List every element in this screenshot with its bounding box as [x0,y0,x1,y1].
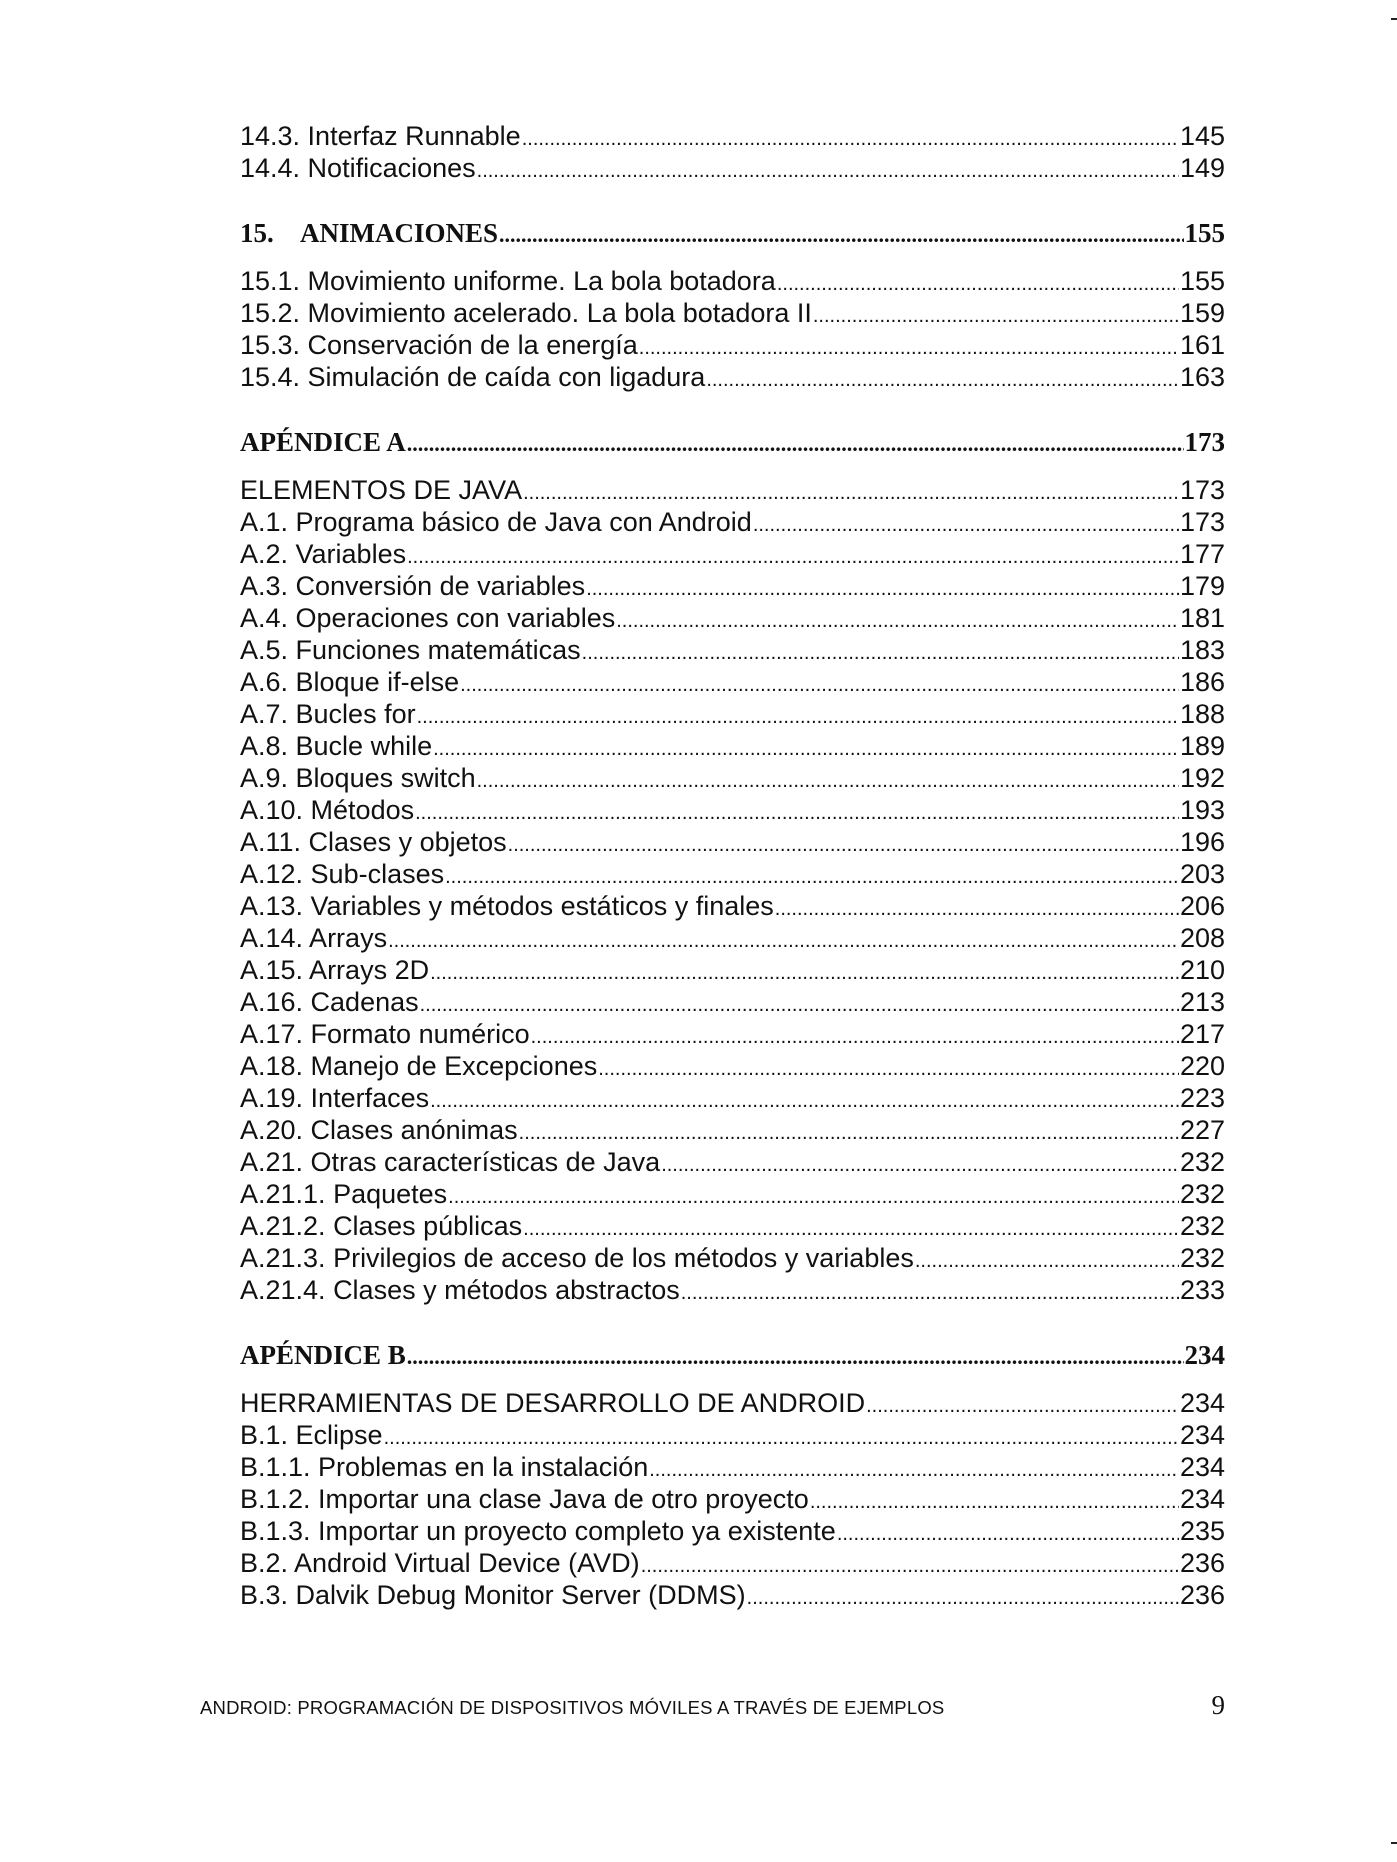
toc-leader-dots [706,361,1179,393]
toc-leader-dots [523,1210,1179,1242]
toc-page-number: 149 [1179,153,1225,183]
toc-page-number: 210 [1179,955,1225,985]
toc-chapter-label [240,217,498,249]
toc-entry[interactable] [240,329,1225,361]
toc-page-number: 179 [1179,571,1225,601]
toc-entry-label: B.3. Dalvik Debug Monitor Server (DDMS) [240,1580,746,1610]
toc-chapter-label [240,1339,406,1371]
toc-page-number: 234 [1179,1388,1225,1418]
toc-entry-label: A.11. Clases y objetos [240,827,507,857]
toc-page-number: 227 [1179,1115,1225,1145]
toc-chapter-entry[interactable] [240,217,1225,249]
toc-page-number: 183 [1179,635,1225,665]
toc-entry-label: A.21.4. Clases y métodos abstractos [240,1275,680,1305]
toc-entry-label: A.21.3. Privilegios de acceso de los métodos y variables [240,1243,914,1273]
toc-entry[interactable] [240,1018,1225,1050]
toc-entry-label: 15.3. Conservación de la energía [240,330,638,360]
toc-entry[interactable] [240,794,1225,826]
toc-leader-dots [531,1018,1179,1050]
toc-entry-label: A.10. Métodos [240,795,415,825]
toc-page-number: 232 [1179,1179,1225,1209]
toc-leader-dots [837,1515,1179,1547]
toc-leader-dots [417,698,1179,730]
table-of-contents [240,120,1225,1611]
toc-leader-dots [522,120,1179,152]
toc-entry[interactable] [240,1082,1225,1114]
toc-leader-dots [430,1082,1179,1114]
toc-page-number: 173 [1179,475,1225,505]
toc-entry[interactable] [240,954,1225,986]
toc-leader-dots [915,1242,1179,1274]
toc-leader-dots [661,1146,1179,1178]
toc-page-number: 213 [1179,987,1225,1017]
toc-entry[interactable] [240,762,1225,794]
toc-page-number: 186 [1179,667,1225,697]
toc-entry-label: A.5. Funciones matemáticas [240,635,581,665]
toc-leader-dots [388,922,1179,954]
toc-leader-dots [448,1178,1179,1210]
toc-leader-dots [430,954,1179,986]
page-footer [200,1690,1225,1721]
toc-leader-dots [415,794,1179,826]
toc-page-number: 208 [1179,923,1225,953]
toc-page-number: 192 [1179,763,1225,793]
toc-leader-dots [460,666,1179,698]
toc-chapter-entry[interactable] [240,426,1225,458]
crop-mark-top [1391,18,1397,20]
toc-entry-label: A.8. Bucle while [240,731,433,761]
toc-entry-label: A.2. Variables [240,539,407,569]
toc-entry-label: A.12. Sub-clases [240,859,445,889]
toc-chapter-entry[interactable] [240,1339,1225,1371]
toc-entry-label: A.21.2. Clases públicas [240,1211,523,1241]
footer-page-number: 9 [1211,1690,1225,1720]
toc-entry[interactable] [240,698,1225,730]
toc-page-number: 203 [1179,859,1225,889]
toc-entry-label: A.19. Interfaces [240,1083,430,1113]
toc-entry[interactable] [240,152,1225,184]
toc-leader-dots [407,538,1179,570]
toc-page-number: 217 [1179,1019,1225,1049]
toc-entry[interactable] [240,265,1225,297]
toc-page-number: 163 [1179,362,1225,392]
toc-entry[interactable] [240,1579,1225,1611]
toc-entry-label: 14.4. Notificaciones [240,153,476,183]
toc-page-number: 189 [1179,731,1225,761]
toc-entry[interactable] [240,297,1225,329]
toc-page-number: 155 [1179,266,1225,296]
toc-leader-dots [616,602,1179,634]
toc-leader-dots [477,762,1179,794]
toc-page-number: 223 [1179,1083,1225,1113]
toc-leader-dots [775,890,1179,922]
toc-entry-label: A.9. Bloques switch [240,763,476,793]
toc-leader-dots [586,570,1179,602]
toc-entry[interactable] [240,1242,1225,1274]
toc-entry[interactable] [240,1547,1225,1579]
toc-chapter-label [240,426,406,458]
toc-entry-label: 15.2. Movimiento acelerado. La bola botadora II [240,298,812,328]
toc-entry[interactable] [240,361,1225,393]
toc-entry-label: A.20. Clases anónimas [240,1115,518,1145]
toc-entry-label: A.15. Arrays 2D [240,955,430,985]
toc-leader-dots [477,152,1179,184]
toc-entry-label: B.1. Eclipse [240,1420,383,1450]
toc-leader-dots [777,265,1179,297]
toc-entry[interactable] [240,1274,1225,1306]
toc-entry-label: A.21.1. Paquetes [240,1179,448,1209]
toc-chapter-title: APÉNDICE A [240,427,406,457]
toc-entry-label: ELEMENTOS DE JAVA [240,475,523,505]
toc-entry-label: A.21. Otras características de Java [240,1147,661,1177]
toc-page-number: 193 [1179,795,1225,825]
toc-entry-label: A.6. Bloque if-else [240,667,460,697]
toc-entry[interactable] [240,634,1225,666]
toc-page-number: 173 [1184,427,1225,457]
toc-page-number: 220 [1179,1051,1225,1081]
toc-entry[interactable] [240,1515,1225,1547]
toc-entry[interactable] [240,1050,1225,1082]
toc-page-number: 155 [1184,218,1225,248]
toc-leader-dots [598,1050,1179,1082]
toc-page-number: 234 [1179,1452,1225,1482]
toc-entry[interactable] [240,538,1225,570]
toc-entry-label: A.18. Manejo de Excepciones [240,1051,598,1081]
toc-leader-dots [582,634,1179,666]
toc-page-number: 232 [1179,1211,1225,1241]
toc-leader-dots [747,1579,1179,1611]
toc-leader-dots [681,1274,1179,1306]
toc-entry[interactable] [240,474,1225,506]
toc-entry[interactable] [240,506,1225,538]
toc-entry-label: 14.3. Interfaz Runnable [240,121,521,151]
toc-page-number: 232 [1179,1243,1225,1273]
toc-entry[interactable] [240,1210,1225,1242]
toc-leader-dots [810,1483,1179,1515]
toc-entry-label: HERRAMIENTAS DE DESARROLLO DE ANDROID [240,1388,866,1418]
toc-entry-label: 15.1. Movimiento uniforme. La bola botadora [240,266,776,296]
toc-entry[interactable] [240,1146,1225,1178]
toc-page-number: 236 [1179,1580,1225,1610]
toc-entry[interactable] [240,730,1225,762]
footer-book-title: ANDROID: PROGRAMACIÓN DE DISPOSITIVOS MÓVILES A TRAVÉS DE EJEMPLOS [200,1697,945,1718]
toc-entry-label: A.14. Arrays [240,923,388,953]
toc-entry-label: A.4. Operaciones con variables [240,603,616,633]
toc-entry-label: A.13. Variables y métodos estáticos y finales [240,891,774,921]
toc-page-number: 159 [1179,298,1225,328]
toc-leader-dots [641,1547,1179,1579]
toc-entry[interactable] [240,1451,1225,1483]
toc-entry-label: A.3. Conversión de variables [240,571,586,601]
toc-leader-dots [753,506,1179,538]
toc-entry-label: A.16. Cadenas [240,987,419,1017]
toc-entry[interactable] [240,922,1225,954]
toc-page-number: 196 [1179,827,1225,857]
toc-entry-label: B.1.3. Importar un proyecto completo ya existente [240,1516,836,1546]
toc-chapter-title: ANIMACIONES [300,218,499,248]
toc-entry-label: B.1.2. Importar una clase Java de otro proyecto [240,1484,809,1514]
crop-mark-bottom [1391,1842,1397,1844]
toc-entry[interactable] [240,1178,1225,1210]
toc-entry[interactable] [240,1419,1225,1451]
toc-entry-label: A.1. Programa básico de Java con Android [240,507,752,537]
toc-leader-dots [813,297,1179,329]
toc-entry-label: B.2. Android Virtual Device (AVD) [240,1548,640,1578]
toc-page-number: 173 [1179,507,1225,537]
toc-page-number: 232 [1179,1147,1225,1177]
toc-entry-label: A.17. Formato numérico [240,1019,530,1049]
toc-entry[interactable] [240,890,1225,922]
toc-leader-dots [523,474,1179,506]
toc-page-number: 181 [1179,603,1225,633]
toc-page-number: 206 [1179,891,1225,921]
toc-entry[interactable] [240,858,1225,890]
toc-entry[interactable] [240,666,1225,698]
toc-leader-dots [519,1114,1179,1146]
toc-entry-label: A.7. Bucles for [240,699,416,729]
toc-page-number: 234 [1179,1484,1225,1514]
toc-entry[interactable] [240,826,1225,858]
toc-leader-dots [420,986,1179,1018]
toc-chapter-title: APÉNDICE B [240,1340,406,1370]
toc-leader-dots [499,217,1183,249]
toc-entry[interactable] [240,1114,1225,1146]
toc-page-number: 235 [1179,1516,1225,1546]
toc-page-number: 188 [1179,699,1225,729]
toc-entry[interactable] [240,570,1225,602]
toc-entry-label: 15.4. Simulación de caída con ligadura [240,362,706,392]
toc-page-number: 236 [1179,1548,1225,1578]
toc-entry[interactable] [240,1387,1225,1419]
toc-entry[interactable] [240,602,1225,634]
toc-page-number: 234 [1179,1420,1225,1450]
toc-leader-dots [866,1387,1179,1419]
toc-page-number: 145 [1179,121,1225,151]
toc-leader-dots [508,826,1179,858]
toc-page-number: 233 [1179,1275,1225,1305]
toc-page-number: 161 [1179,330,1225,360]
toc-entry[interactable] [240,986,1225,1018]
toc-entry[interactable] [240,1483,1225,1515]
toc-entry-label: B.1.1. Problemas en la instalación [240,1452,649,1482]
toc-leader-dots [445,858,1179,890]
toc-page-number: 234 [1184,1340,1225,1370]
toc-leader-dots [407,1339,1184,1371]
toc-entry[interactable] [240,120,1225,152]
toc-leader-dots [649,1451,1179,1483]
toc-leader-dots [433,730,1179,762]
toc-leader-dots [384,1419,1179,1451]
toc-leader-dots [639,329,1179,361]
toc-chapter-number: 15. [240,218,274,248]
toc-page-number: 177 [1179,539,1225,569]
toc-leader-dots [407,426,1184,458]
